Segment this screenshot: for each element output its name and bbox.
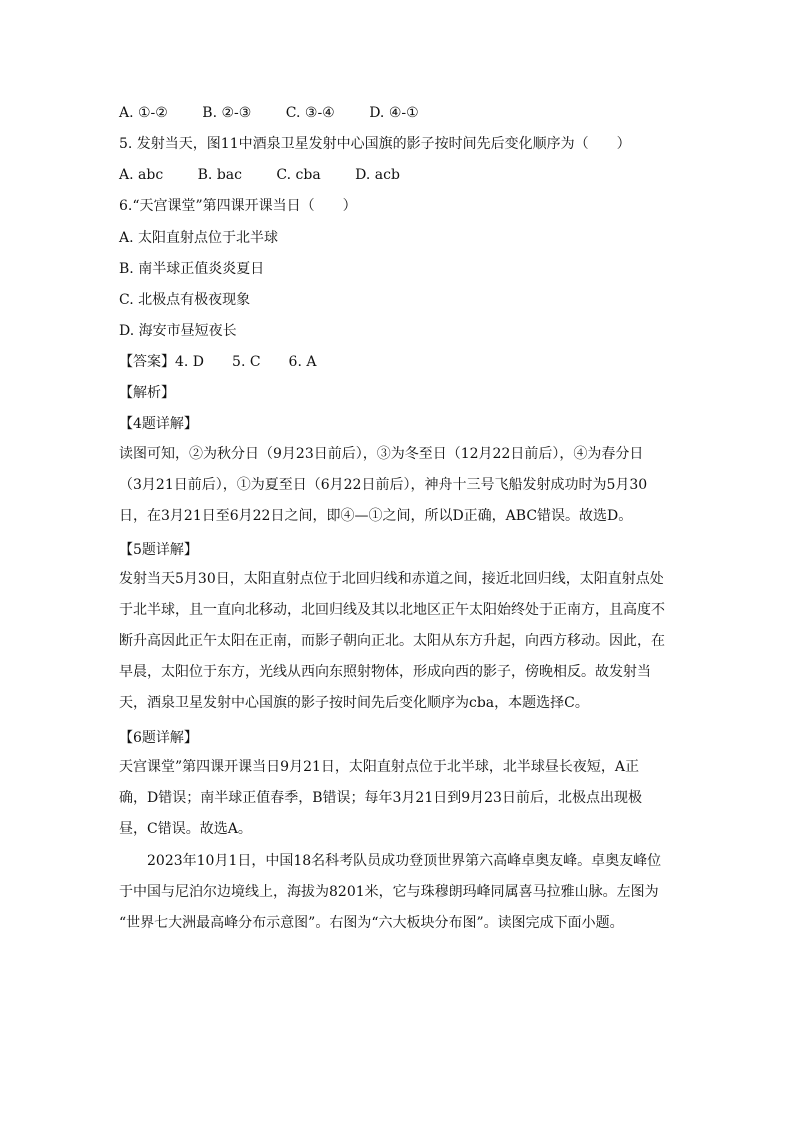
intro-line: 于中国与尼泊尔边境线上，海拔为8201米，它与珠穆朗玛峰同属喜马拉雅山脉。左图为 — [119, 884, 659, 900]
detail6-line: 确，D错误；南半球正值春季，B错误；每年3月21日到9月23日前后，北极点出现极 — [119, 790, 642, 806]
detail4-line: 读图可知，②为秋分日（9月23日前后），③为冬至日（12月22日前后），④为春分日 — [119, 446, 644, 462]
q6-option-a: A. 太阳直射点位于北半球 — [119, 230, 279, 246]
detail5-line: 早晨，太阳位于东方，光线从西向东照射物体，形成向西的影子，傍晚相反。故发射当 — [119, 664, 651, 680]
intro-line: 2023年10月1日，中国18名科考队员成功登顶世界第六高峰卓奥友峰。卓奥友峰位 — [147, 853, 662, 869]
q6-option-d: D. 海安市昼短夜长 — [119, 323, 237, 339]
analysis-label: 【解析】 — [119, 385, 175, 401]
q5-option-a: A. abc — [119, 167, 164, 183]
detail4-line: （3月21日前后），①为夏至日（6月22日前后），神舟十三号飞船发射成功时为5月30 — [119, 477, 648, 493]
detail4-line: 日，在3月21日至6月22日之间，即④—①之间，所以D正确，ABC错误。故选D。 — [119, 508, 633, 524]
q6-stem: 6.“天宫课堂”第四课开课当日（ ） — [119, 198, 357, 214]
detail6-title: 【6题详解】 — [119, 730, 198, 746]
intro-paragraph — [119, 846, 679, 939]
detail4-title: 【4题详解】 — [119, 416, 198, 432]
q6-option-c: C. 北极点有极夜现象 — [119, 292, 251, 308]
detail5-title: 【5题详解】 — [119, 542, 198, 558]
answer-line: 【答案】4. D 5. C 6. A — [119, 354, 317, 370]
intro-line: “世界七大洲最高峰分布示意图”。右图为“六大板块分布图”。读图完成下面小题。 — [119, 915, 624, 931]
detail6-body — [119, 752, 679, 845]
q5-stem: 5. 发射当天，图11中酒泉卫星发射中心国旗的影子按时间先后变化顺序为（ ） — [119, 136, 631, 152]
q5-option-d: D. acb — [355, 167, 400, 183]
detail5-line: 断升高因此正午太阳在正南，而影子朝向正北。太阳从东方升起，向西方移动。因此，在 — [119, 633, 665, 649]
detail5-line: 于北半球，且一直向北移动，北回归线及其以北地区正午太阳始终处于正南方，且高度不 — [119, 602, 665, 618]
detail6-line: 天宫课堂”第四课开课当日9月21日，太阳直射点位于北半球，北半球昼长夜短，A正 — [119, 759, 639, 775]
detail6-line: 昼，C错误。故选A。 — [119, 821, 252, 837]
detail4-body — [119, 439, 679, 532]
q4-option-a: A. ①-② — [119, 105, 168, 121]
q5-option-c: C. cba — [276, 167, 321, 183]
q6-option-b: B. 南半球正值炎炎夏日 — [119, 261, 265, 277]
detail5-line: 天，酒泉卫星发射中心国旗的影子按时间先后变化顺序为cba，本题选择C。 — [119, 695, 589, 711]
q4-options — [119, 103, 449, 123]
detail5-line: 发射当天5月30日，太阳直射点位于北回归线和赤道之间，接近北回归线，太阳直射点处 — [119, 571, 664, 587]
q5-option-b: B. bac — [197, 167, 242, 183]
q4-option-d: D. ④-① — [369, 105, 419, 121]
q4-option-c: C. ③-④ — [285, 105, 335, 121]
q5-options — [119, 165, 430, 185]
detail5-body — [119, 564, 679, 719]
q4-option-b: B. ②-③ — [202, 105, 252, 121]
